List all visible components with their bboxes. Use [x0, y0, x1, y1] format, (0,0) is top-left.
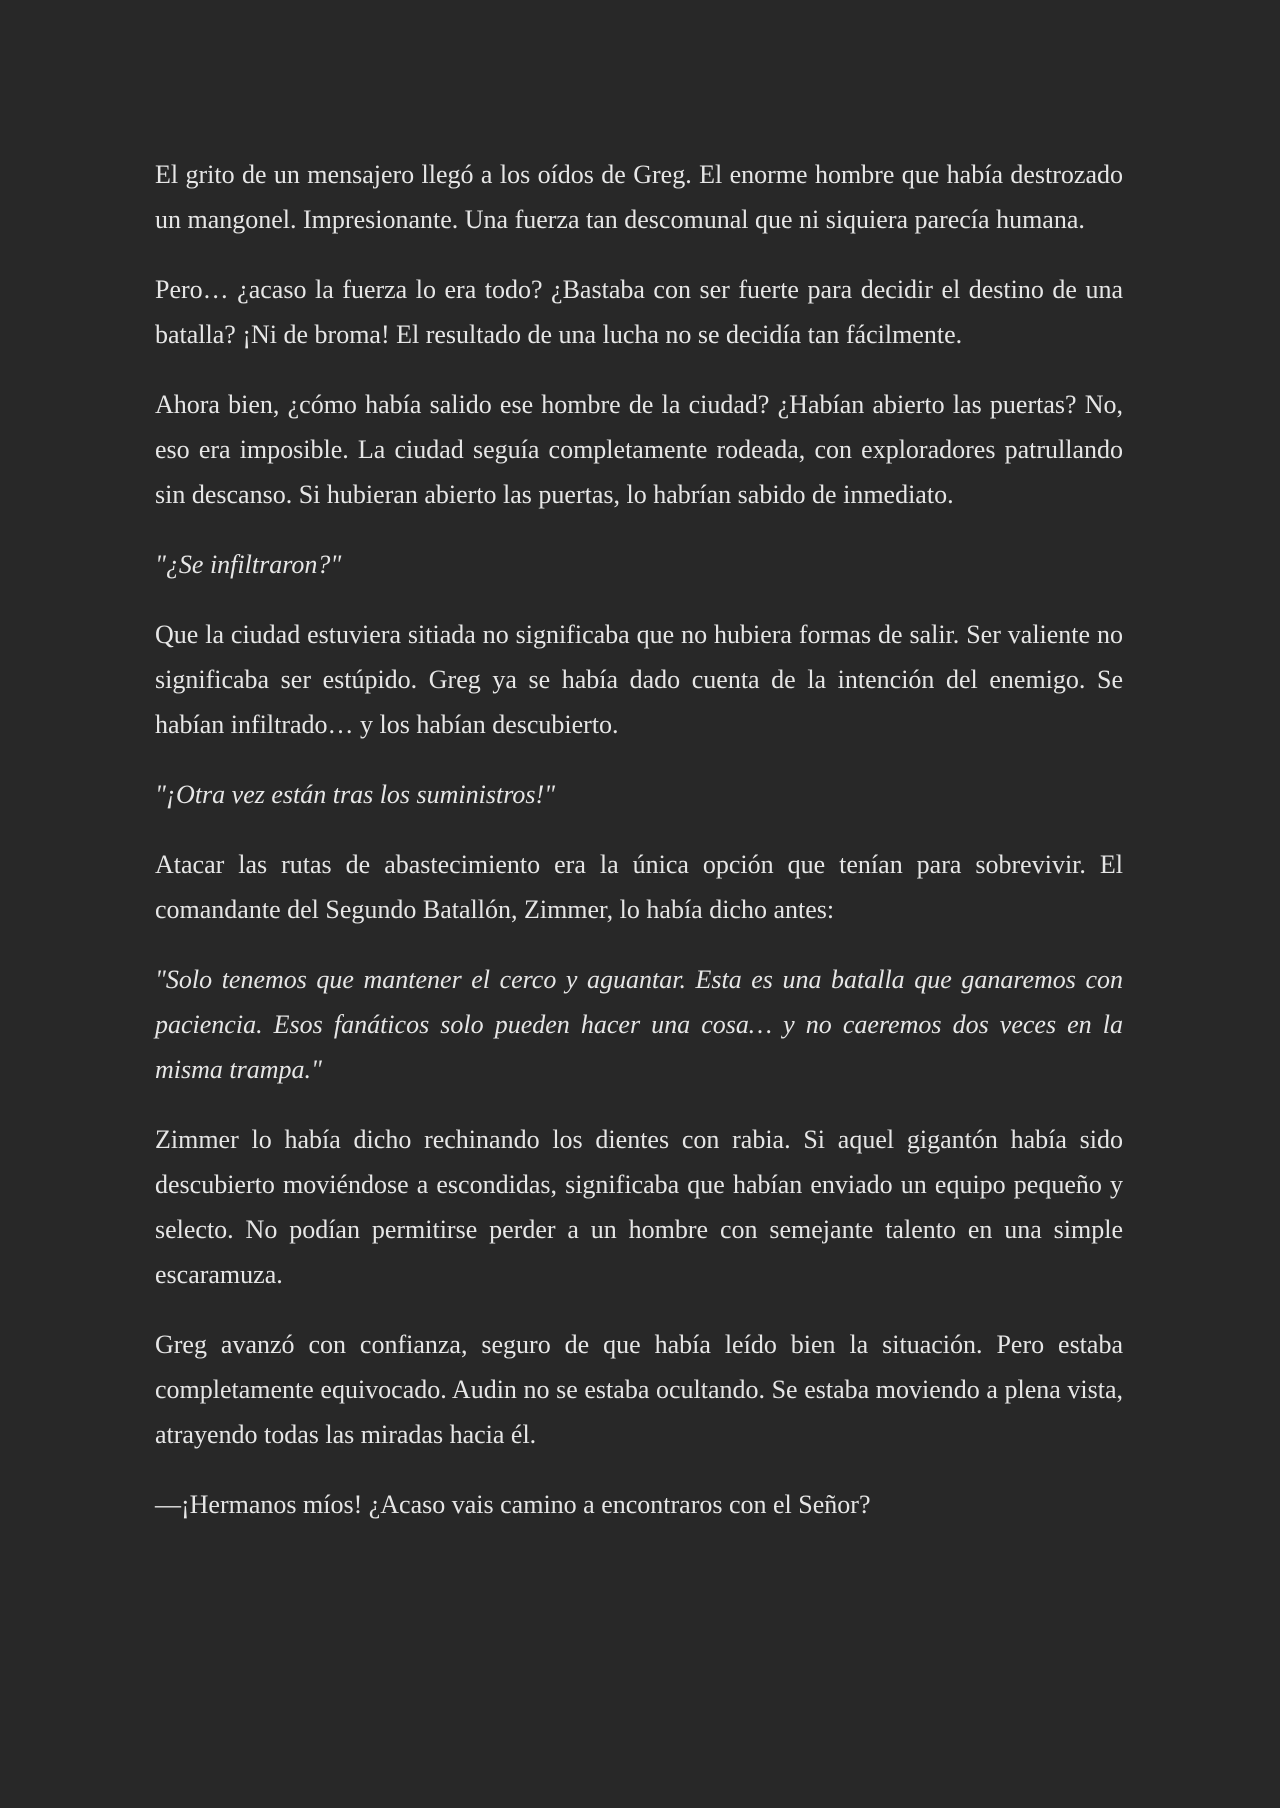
paragraph-6: Zimmer lo había dicho rechinando los dientes con rabia. Si aquel gigantón había sido descubierto moviéndose a escondidas, significaba que habían enviado un equipo pequeño y selecto. No podían permitirse perder a un hombre con semejante talento en una simple escaramuza.: [155, 1125, 1123, 1289]
paragraph-2: Pero… ¿acaso la fuerza lo era todo? ¿Bastaba con ser fuerte para decidir el destino de una batalla? ¡Ni de broma! El resultado de una lucha no se decidía tan fácilmente.: [155, 275, 1123, 349]
paragraph-4: Que la ciudad estuviera sitiada no significaba que no hubiera formas de salir. Ser valiente no significaba ser estúpido. Greg ya se había dado cuenta de la intención del enemigo. Se habían infiltrado… y los habían descubierto.: [155, 620, 1123, 739]
paragraph-3: Ahora bien, ¿cómo había salido ese hombre de la ciudad? ¿Habían abierto las puertas? No, eso era imposible. La ciudad seguía completamente rodeada, con exploradores patrullando sin descanso. Si hubieran abierto las puertas, lo habrían sabido de inmediato.: [155, 390, 1123, 509]
thought-1: "¿Se infiltraron?": [155, 550, 342, 579]
dialogue-line: —¡Hermanos míos! ¿Acaso vais camino a encontraros con el Señor?: [155, 1490, 871, 1519]
quote-zimmer: "Solo tenemos que mantener el cerco y aguantar. Esta es una batalla que ganaremos con paciencia. Esos fanáticos solo pueden hacer una cosa… y no caeremos dos veces en la misma trampa.": [155, 965, 1123, 1084]
chapter-text: [155, 152, 1123, 1552]
thought-2: "¡Otra vez están tras los suministros!": [155, 780, 556, 809]
paragraph-5: Atacar las rutas de abastecimiento era la única opción que tenían para sobrevivir. El comandante del Segundo Batallón, Zimmer, lo había dicho antes:: [155, 850, 1123, 924]
paragraph-1: El grito de un mensajero llegó a los oídos de Greg. El enorme hombre que había destrozado un mangonel. Impresionante. Una fuerza tan descomunal que ni siquiera parecía humana.: [155, 160, 1123, 234]
paragraph-7: Greg avanzó con confianza, seguro de que había leído bien la situación. Pero estaba completamente equivocado. Audin no se estaba ocultando. Se estaba moviendo a plena vista, atrayendo todas las miradas hacia él.: [155, 1330, 1123, 1449]
